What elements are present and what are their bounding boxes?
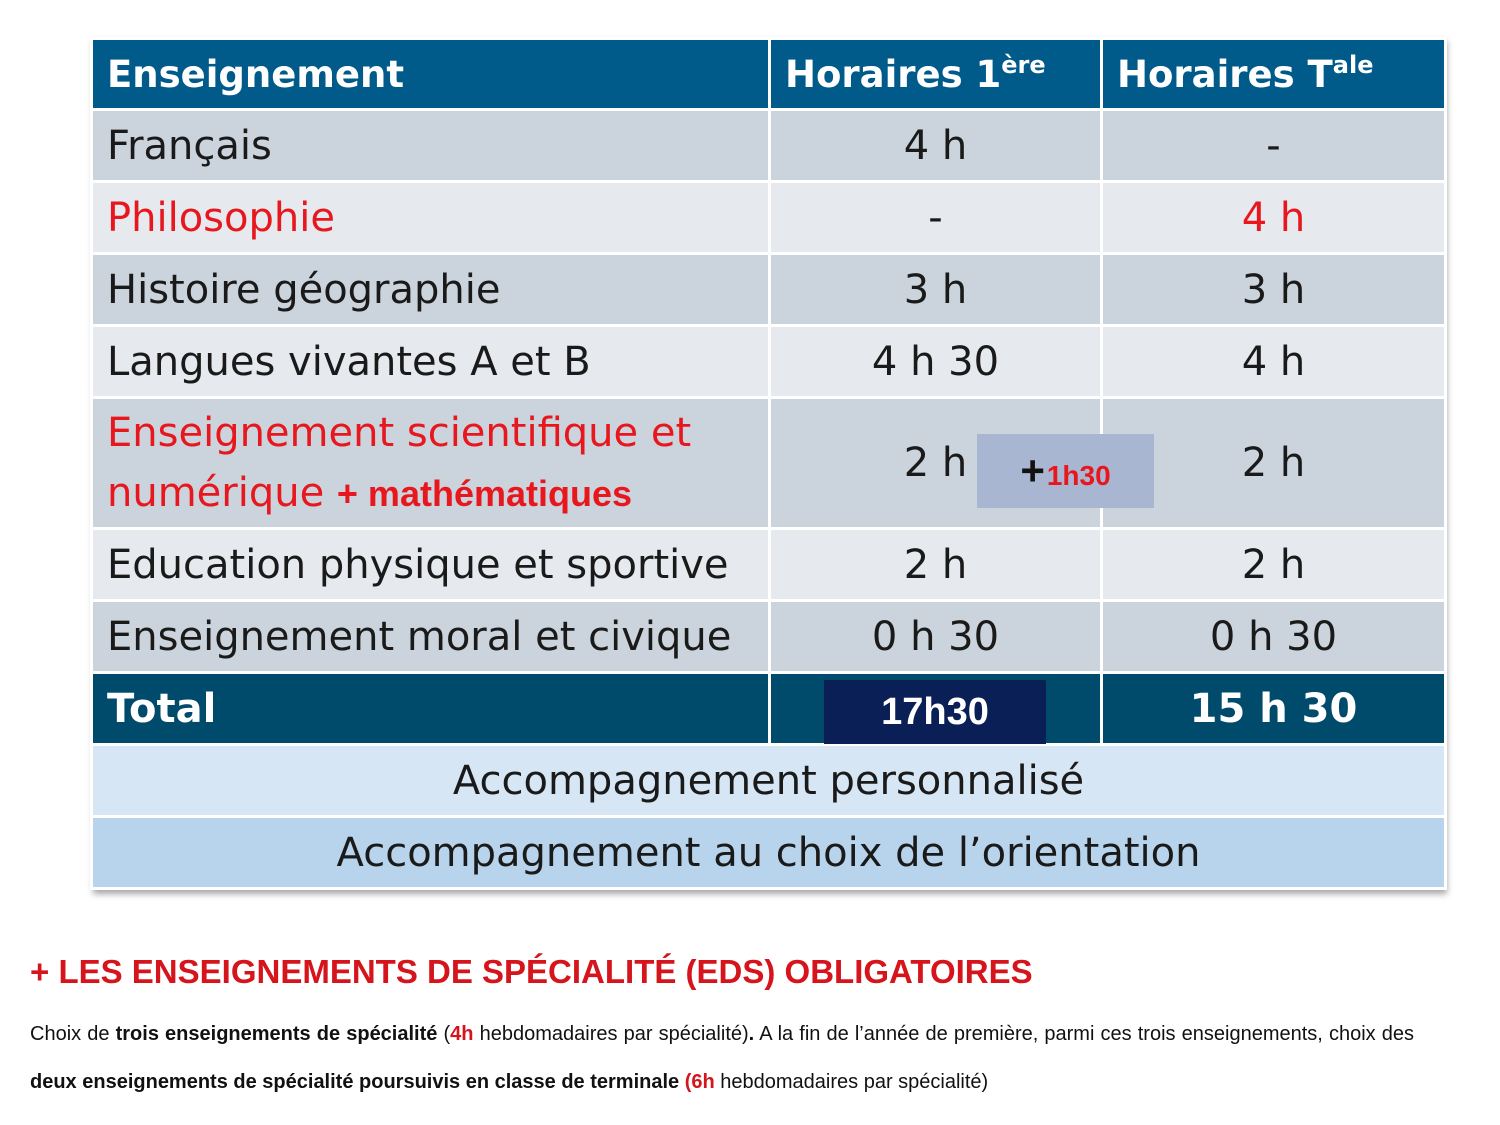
- row-label: [92, 398, 770, 529]
- table-row: [92, 182, 1446, 254]
- row-premiere: 3 h: [770, 254, 1102, 326]
- sci-label-line1: Enseignement scientifique et: [107, 409, 692, 456]
- total-premiere: 17h30: [824, 680, 1046, 744]
- table-header: [92, 39, 1446, 110]
- table-row: [92, 326, 1446, 398]
- total-terminale: 15 h 30: [1102, 673, 1446, 745]
- row-terminale: -: [1102, 110, 1446, 182]
- total-premiere-cell: [770, 673, 1102, 745]
- sci-premiere-value: 2 h: [903, 440, 968, 486]
- row-premiere: 2 h: [770, 529, 1102, 601]
- accompagnement-orientation-row: [92, 817, 1446, 889]
- row-terminale: 2 h: [1102, 529, 1446, 601]
- table-row: [92, 601, 1446, 673]
- row-premiere: 4 h 30: [770, 326, 1102, 398]
- row-terminale: 4 h: [1102, 326, 1446, 398]
- row-label: Français: [92, 110, 770, 182]
- hours-table: [90, 37, 1444, 890]
- row-terminale: 4 h: [1102, 182, 1446, 254]
- row-terminale: 3 h: [1102, 254, 1446, 326]
- total-row: [92, 673, 1446, 745]
- accompagnement-personnalise-row: [92, 745, 1446, 817]
- extra-hours-value: 1h30: [1046, 460, 1111, 491]
- table-row: [92, 110, 1446, 182]
- row-label: Enseignement moral et civique: [92, 601, 770, 673]
- row-terminale: 2 h: [1102, 398, 1446, 529]
- row-terminale: 0 h 30: [1102, 601, 1446, 673]
- table-row: [92, 254, 1446, 326]
- header-enseignement: Enseignement: [92, 39, 770, 110]
- extra-hours-badge: [977, 434, 1154, 508]
- sci-label-line2: numérique: [107, 469, 325, 516]
- accompagnement-personnalise: Accompagnement personnalisé: [92, 745, 1446, 817]
- eds-description: Choix de trois enseignements de spécialité (4h hebdomadaires par spécialité). A la fin de l’année de première, parmi ces trois enseignements, choix des deux enseignements de spécialité poursuivis en classe de terminale (6h hebdomadaires par spécialité): [30, 1023, 1415, 1093]
- header-premiere: Horaires 1ère: [770, 39, 1102, 110]
- row-premiere: [770, 398, 1111, 529]
- table-row: [92, 398, 1446, 529]
- row-label: Philosophie: [92, 182, 770, 254]
- total-label: Total: [92, 673, 770, 745]
- table-row: [92, 529, 1446, 601]
- row-label: Langues vivantes A et B: [92, 326, 770, 398]
- eds-title: + LES ENSEIGNEMENTS DE SPÉCIALITÉ (EDS) OBLIGATOIRES: [30, 953, 1033, 990]
- row-label: Education physique et sportive: [92, 529, 770, 601]
- row-label: Histoire géographie: [92, 254, 770, 326]
- extra-plus: +: [1020, 447, 1045, 494]
- header-terminale: Horaires $T^{ale}$: [1102, 39, 1446, 110]
- row-premiere: 4 h: [770, 110, 1102, 182]
- row-premiere: -: [770, 182, 1102, 254]
- row-premiere: 0 h 30: [770, 601, 1102, 673]
- accompagnement-orientation: Accompagnement au choix de l’orientation: [92, 817, 1446, 889]
- sci-label-extra: + mathématiques: [336, 472, 633, 514]
